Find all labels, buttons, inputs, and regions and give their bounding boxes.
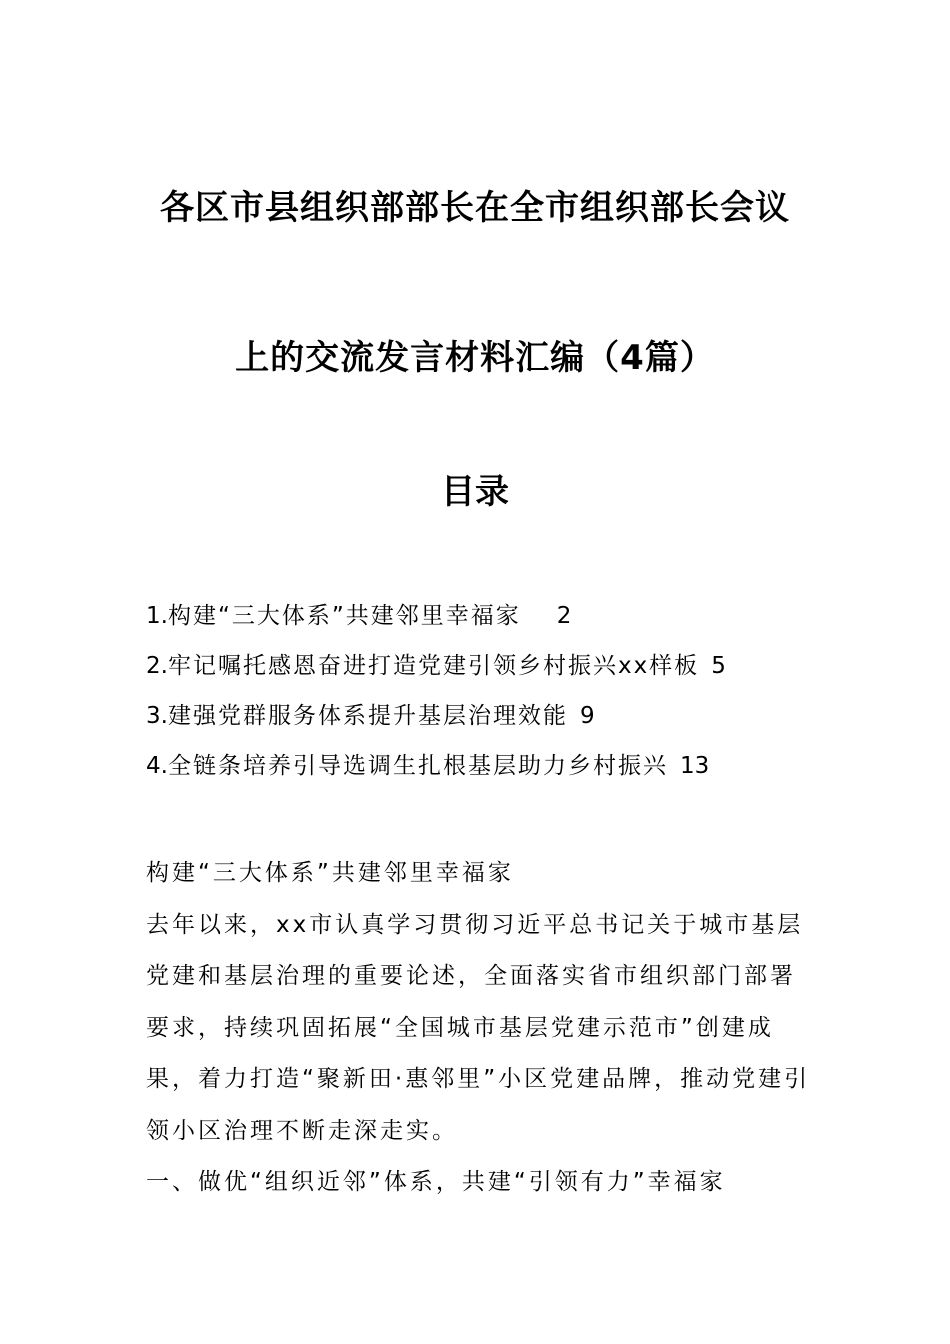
- toc-item-page: 2: [556, 603, 572, 629]
- table-of-contents: [146, 598, 826, 798]
- toc-item-title: 建强党群服务体系提升基层治理效能: [167, 703, 568, 729]
- toc-item-page: 13: [679, 753, 710, 779]
- toc-item[interactable]: [146, 648, 826, 698]
- article-body: [146, 848, 811, 1209]
- intro-paragraph: 去年以来，xx市认真学习贯彻习近平总书记关于城市基层党建和基层治理的重要论述，全面落实省市组织部门部署要求，持续巩固拓展“全国城市基层党建示范市”创建成果，着力打造“聚新田·惠邻里”小区党建品牌，推动党建引领小区治理不断走深走实。: [146, 911, 811, 1144]
- toc-item-title: 牢记嘱托感恩奋进打造党建引领乡村振兴xx样板: [167, 653, 700, 679]
- section-heading: 一、做优“组织近邻”体系，共建“引领有力”幸福家: [146, 1169, 726, 1195]
- toc-item[interactable]: [146, 748, 826, 798]
- document-title-line-2: 上的交流发言材料汇编（4篇）: [235, 338, 715, 378]
- toc-item[interactable]: [146, 598, 826, 648]
- toc-item-page: 9: [579, 703, 595, 729]
- toc-item-number: 3.: [146, 703, 168, 729]
- toc-item-number: 2.: [146, 653, 168, 679]
- toc-item-number: 1.: [146, 603, 168, 629]
- article-title: 构建“三大体系”共建邻里幸福家: [146, 860, 514, 886]
- toc-item-number: 4.: [146, 753, 168, 779]
- toc-heading: 目录: [441, 472, 509, 512]
- toc-item[interactable]: [146, 698, 826, 748]
- toc-item-page: 5: [711, 653, 726, 679]
- toc-item-title: 全链条培养引导选调生扎根基层助力乡村振兴: [167, 753, 668, 779]
- document-title-line-1: 各区市县组织部部长在全市组织部长会议: [160, 188, 790, 228]
- toc-item-title: 构建“三大体系”共建邻里幸福家: [167, 603, 521, 629]
